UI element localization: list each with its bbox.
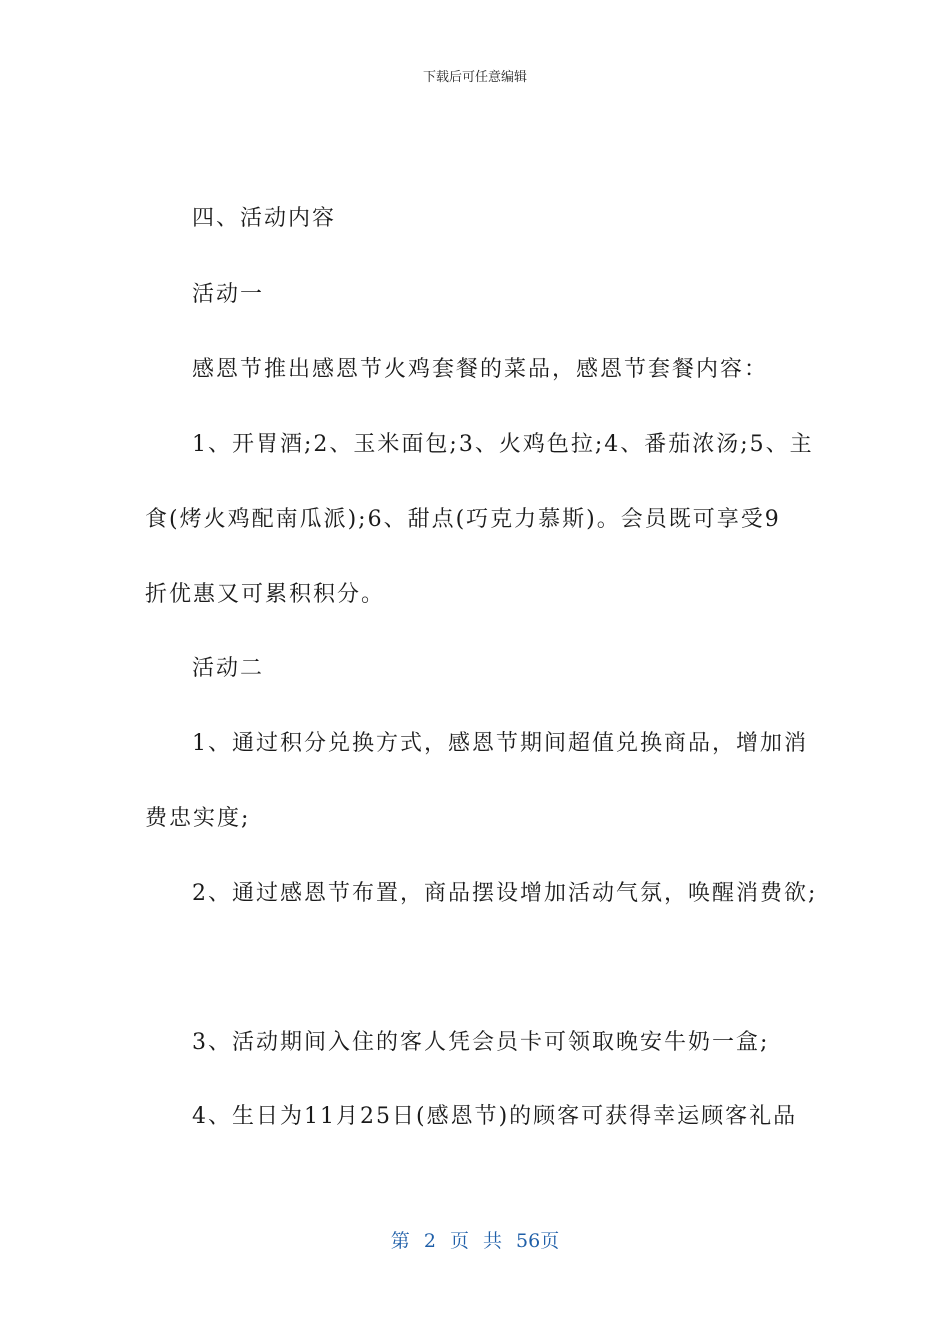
header-note: 下载后可任意编辑 bbox=[422, 70, 527, 85]
activity2-item1-line2: 费忠实度; bbox=[145, 806, 251, 831]
menu-line-3: 折优惠又可累积积分。 bbox=[145, 582, 386, 607]
activity2-item2: 2、通过感恩节布置，商品摆设增加活动气氛，唤醒消费欲; bbox=[192, 881, 818, 906]
activity2-item4: 4、生日为11月25日(感恩节)的顾客可获得幸运顾客礼品 bbox=[192, 1104, 798, 1129]
menu-line-2: 食(烤火鸡配南瓜派);6、甜点(巧克力慕斯)。会员既可享受9 bbox=[145, 507, 781, 532]
section-title: 四、活动内容 bbox=[192, 206, 337, 231]
activity1-title: 活动一 bbox=[192, 282, 265, 307]
activity1-intro: 感恩节推出感恩节火鸡套餐的菜品，感恩节套餐内容： bbox=[192, 357, 769, 382]
activity2-title: 活动二 bbox=[192, 656, 265, 681]
menu-line-1: 1、开胃酒;2、玉米面包;3、火鸡色拉;4、番茄浓汤;5、主 bbox=[192, 432, 814, 457]
page-number: 第 2 页 共 56页 bbox=[390, 1230, 560, 1252]
activity2-item1-line1: 1、通过积分兑换方式，感恩节期间超值兑换商品，增加消 bbox=[192, 731, 808, 756]
activity2-item3: 3、活动期间入住的客人凭会员卡可领取晚安牛奶一盒; bbox=[192, 1030, 770, 1055]
